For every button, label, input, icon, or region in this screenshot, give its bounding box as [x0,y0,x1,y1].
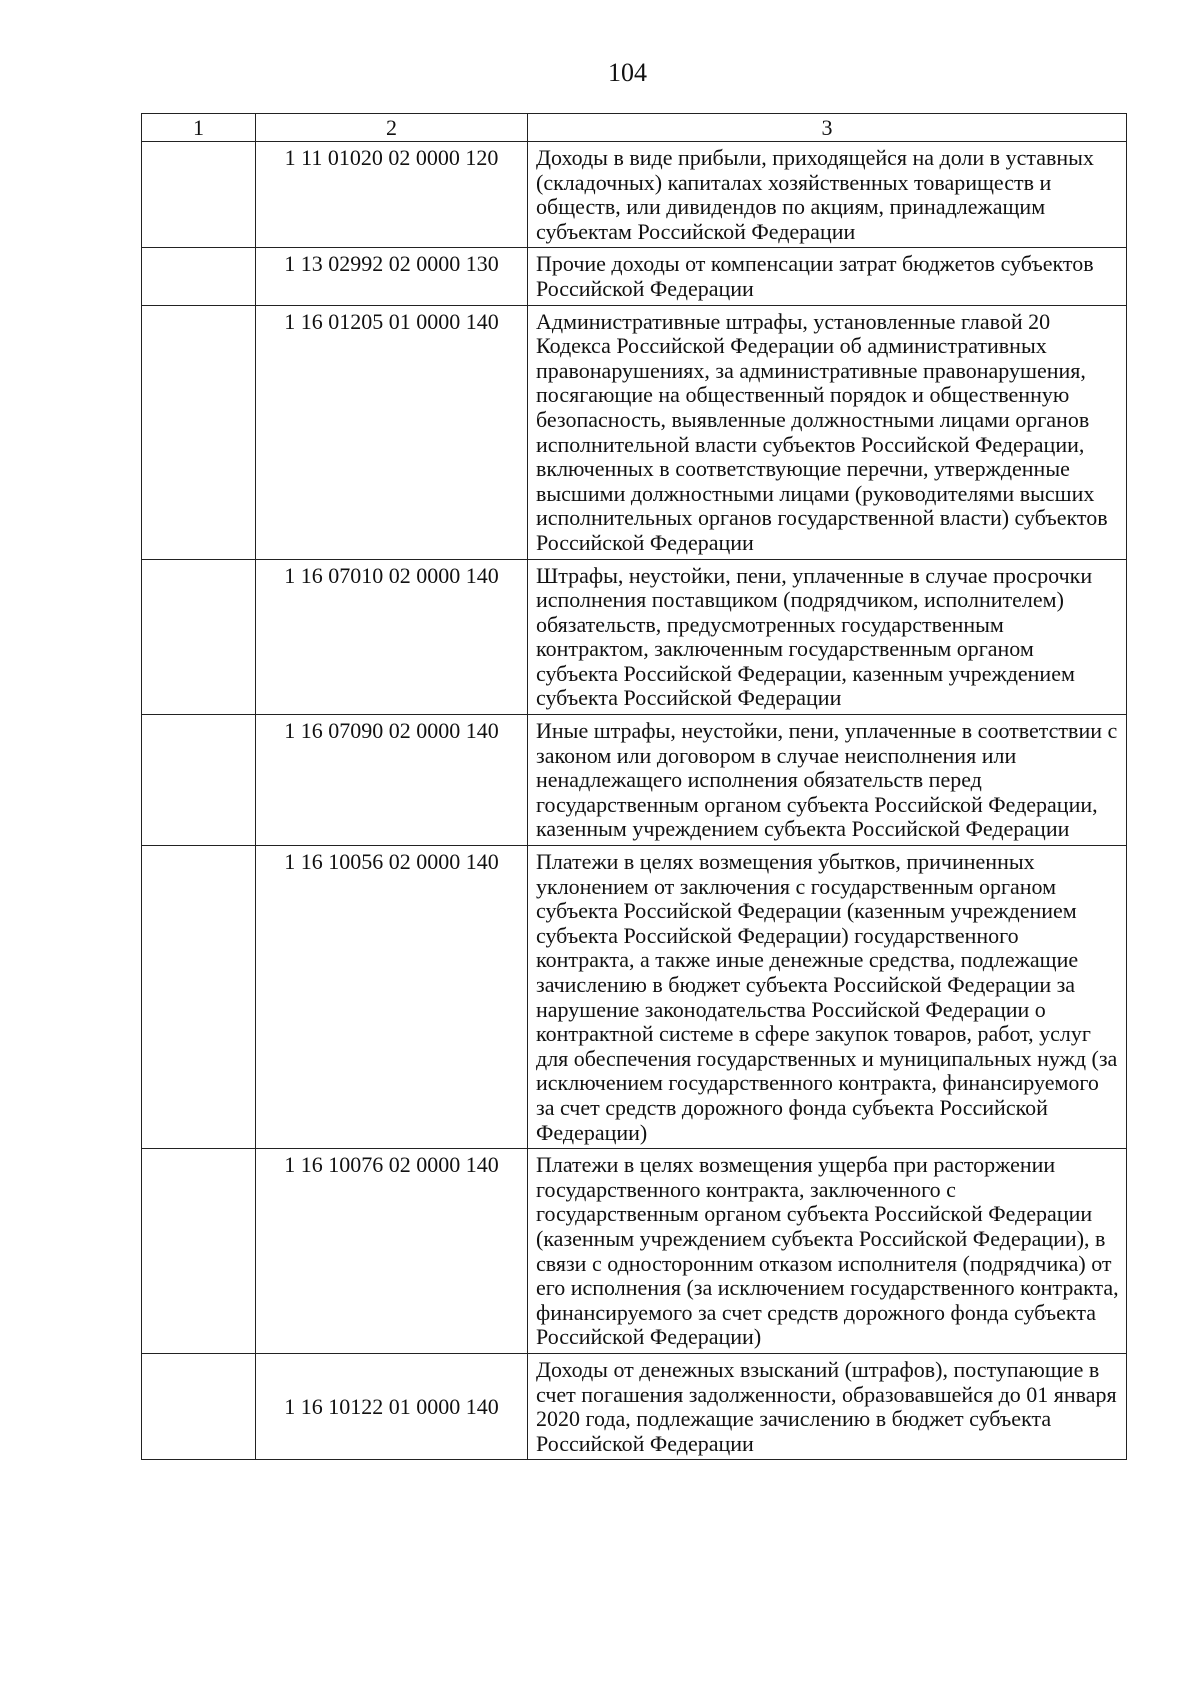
table-header-row [142,114,1127,142]
revenue-description-cell: Прочие доходы от компенсации затрат бюджетов субъектов Российской Федерации [528,248,1127,305]
table-row [142,305,1127,559]
revenue-description-cell: Платежи в целях возмещения ущерба при расторжении государственного контракта, заключенного с государственным органом субъекта Российской Федерации (казенным учреждением субъекта Российской Федерации), в связи с односторонним отказом исполнителя (подрядчика) от его исполнения (за исключением государственного контракта, финансируемого за счет средств дорожного фонда субъекта Российской Федерации) [528,1149,1127,1354]
page-number: 104 [608,58,647,87]
table-row [142,715,1127,846]
row-number-cell [142,715,256,846]
budget-code-cell: 1 16 10076 02 0000 140 [256,1149,528,1354]
table-row [142,142,1127,248]
budget-code-cell: 1 16 07090 02 0000 140 [256,715,528,846]
budget-code-cell: 1 13 02992 02 0000 130 [256,248,528,305]
table-row [142,1353,1127,1459]
revenue-description-cell: Иные штрафы, неустойки, пени, уплаченные в соответствии с законом или договором в случае неисполнения или ненадлежащего исполнения обязательств перед государственным органом субъекта Российской Федерации, казенным учреждением субъекта Российской Федерации [528,715,1127,846]
budget-code-cell: 1 16 07010 02 0000 140 [256,559,528,715]
row-number-cell [142,559,256,715]
revenue-description-cell: Платежи в целях возмещения убытков, причиненных уклонением от заключения с государственным органом субъекта Российской Федерации (казенным учреждением субъекта Российской Федерации) государственного контракта, а также иные денежные средства, подлежащие зачислению в бюджет субъекта Российской Федерации за нарушение законодательства Российской Федерации о контрактной системе в сфере закупок товаров, работ, услуг для обеспечения государственных и муниципальных нужд (за исключением государственного контракта, финансируемого за счет средств дорожного фонда субъекта Российской Федерации) [528,846,1127,1149]
row-number-cell [142,1353,256,1459]
table-row [142,1149,1127,1354]
row-number-cell [142,142,256,248]
budget-code-cell: 1 11 01020 02 0000 120 [256,142,528,248]
column-header-3: 3 [528,114,1127,142]
column-header-1: 1 [142,114,256,142]
row-number-cell [142,248,256,305]
row-number-cell [142,1149,256,1354]
table-row [142,559,1127,715]
revenue-description-cell: Штрафы, неустойки, пени, уплаченные в случае просрочки исполнения поставщиком (подрядчиком, исполнителем) обязательств, предусмотренных государственным контрактом, заключенным государственным органом субъекта Российской Федерации, казенным учреждением субъекта Российской Федерации [528,559,1127,715]
budget-code-cell: 1 16 10056 02 0000 140 [256,846,528,1149]
revenue-codes-table [141,113,1127,1460]
row-number-cell [142,846,256,1149]
revenue-description-cell: Доходы от денежных взысканий (штрафов), поступающие в счет погашения задолженности, образовавшейся до 01 января 2020 года, подлежащие зачислению в бюджет субъекта Российской Федерации [528,1353,1127,1459]
budget-code-cell: 1 16 01205 01 0000 140 [256,305,528,559]
revenue-description-cell: Административные штрафы, установленные главой 20 Кодекса Российской Федерации об административных правонарушениях, за административные правонарушения, посягающие на общественный порядок и общественную безопасность, выявленные должностными лицами органов исполнительной власти субъектов Российской Федерации, включенных в соответствующие перечни, утвержденные высшими должностными лицами (руководителями высших исполнительных органов государственной власти) субъектов Российской Федерации [528,305,1127,559]
revenue-description-cell: Доходы в виде прибыли, приходящейся на доли в уставных (складочных) капиталах хозяйственных товариществ и обществ, или дивидендов по акциям, принадлежащим субъектам Российской Федерации [528,142,1127,248]
row-number-cell [142,305,256,559]
budget-code-cell: 1 16 10122 01 0000 140 [256,1353,528,1459]
column-header-2: 2 [256,114,528,142]
table-row [142,248,1127,305]
table-row [142,846,1127,1149]
